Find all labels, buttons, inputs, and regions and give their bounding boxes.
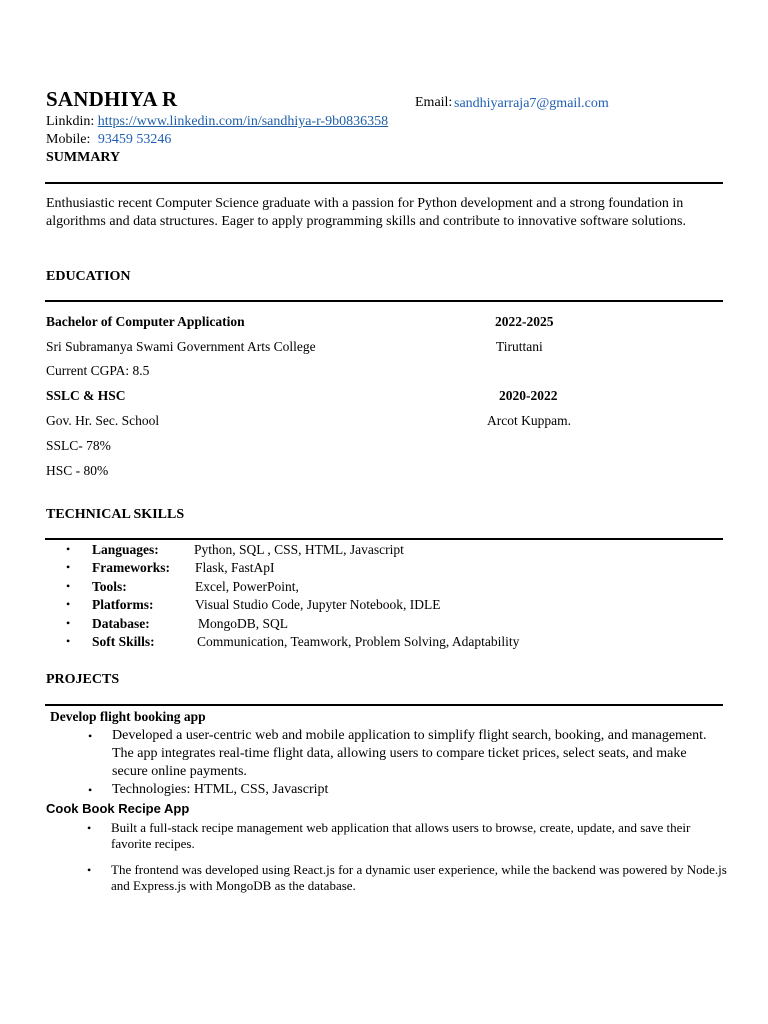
bullet: • <box>87 863 92 877</box>
mobile-row <box>46 132 171 148</box>
linkedin-row <box>46 114 388 130</box>
skill-value: Communication, Teamwork, Problem Solving, Adaptability <box>197 633 520 649</box>
mobile-label: Mobile: <box>46 132 91 147</box>
degree-years: 2022-2025 <box>495 314 554 329</box>
bullet: • <box>88 783 93 797</box>
candidate-name: SANDHIYA R <box>46 87 178 111</box>
summary-divider <box>45 182 723 184</box>
school-level: SSLC & HSC <box>46 388 126 403</box>
summary-text: Enthusiastic recent Computer Science graduate with a passion for Python development and a strong foundation in algorithms and data structures. Eager to apply programming skills and contribute to innovative software solutions. <box>46 196 686 229</box>
skill-key: Database: <box>92 615 150 631</box>
project-point: Built a full-stack recipe management web application that allows users to browse, create, update, and save their favorite recipes. <box>111 820 691 851</box>
project-point: The frontend was developed using React.js for a dynamic user experience, while the backend was powered by Node.js and Express.js with MongoDB as the database. <box>111 862 727 893</box>
list-item <box>88 727 718 781</box>
summary-heading: SUMMARY <box>46 150 121 165</box>
email-label: Email: <box>415 95 453 110</box>
skill-key: Languages: <box>92 542 159 557</box>
skill-value: Visual Studio Code, Jupyter Notebook, IDLE <box>195 597 441 613</box>
education-divider <box>45 300 723 302</box>
bullet: • <box>66 615 71 630</box>
project-point: Technologies: HTML, CSS, Javascript <box>112 782 329 797</box>
cgpa: Current CGPA: 8.5 <box>46 363 150 378</box>
projects-heading: PROJECTS <box>46 672 120 687</box>
sslc-score: SSLC- 78% <box>46 438 111 453</box>
list-item <box>87 820 727 852</box>
college-name: Sri Subramanya Swami Government Arts College <box>46 339 316 354</box>
bullet: • <box>66 560 71 575</box>
bullet: • <box>88 729 93 743</box>
bullet: • <box>66 578 71 593</box>
email-link[interactable]: sandhiyarraja7@gmail.com <box>454 96 609 111</box>
linkedin-link[interactable]: https://www.linkedin.com/in/sandhiya-r-9b0836358 <box>97 114 389 129</box>
skill-value: Flask, FastApI <box>195 560 275 576</box>
skill-value: Excel, PowerPoint, <box>195 578 299 594</box>
bullet: • <box>66 542 71 556</box>
project-title-cook-book: Cook Book Recipe App <box>46 801 190 816</box>
bullet: • <box>87 821 92 835</box>
college-location: Tiruttani <box>496 339 543 354</box>
list-item <box>88 781 718 799</box>
projects-divider <box>45 704 723 706</box>
skill-key: Soft Skills: <box>92 633 155 649</box>
project-points-flight-booking <box>88 727 718 799</box>
skills-divider <box>45 538 723 540</box>
project-point: Developed a user-centric web and mobile application to simplify flight search, booking, and management. The app integrates real-time flight data, allowing users to compare ticket prices, select seats, and make secure online payments. <box>112 728 707 779</box>
education-heading: EDUCATION <box>46 269 131 284</box>
project-title-flight-booking: Develop flight booking app <box>50 709 206 724</box>
project-points-cook-book <box>87 820 727 894</box>
list-item <box>87 862 727 894</box>
skill-value: Python, SQL , CSS, HTML, Javascript <box>194 542 404 557</box>
degree-title: Bachelor of Computer Application <box>46 314 245 329</box>
school-years: 2020-2022 <box>499 388 558 403</box>
linkedin-label: Linkdin: <box>46 114 95 129</box>
skill-key: Frameworks: <box>92 560 170 576</box>
hsc-score: HSC - 80% <box>46 463 109 478</box>
skill-key: Platforms: <box>92 597 154 613</box>
school-location: Arcot Kuppam. <box>487 413 571 428</box>
skill-key: Tools: <box>92 578 127 594</box>
skills-heading: TECHNICAL SKILLS <box>46 507 185 522</box>
bullet: • <box>66 633 71 648</box>
skill-value: MongoDB, SQL <box>198 615 289 631</box>
mobile-number[interactable]: 93459 53246 <box>97 132 172 147</box>
bullet: • <box>66 597 71 612</box>
school-name: Gov. Hr. Sec. School <box>46 413 160 428</box>
